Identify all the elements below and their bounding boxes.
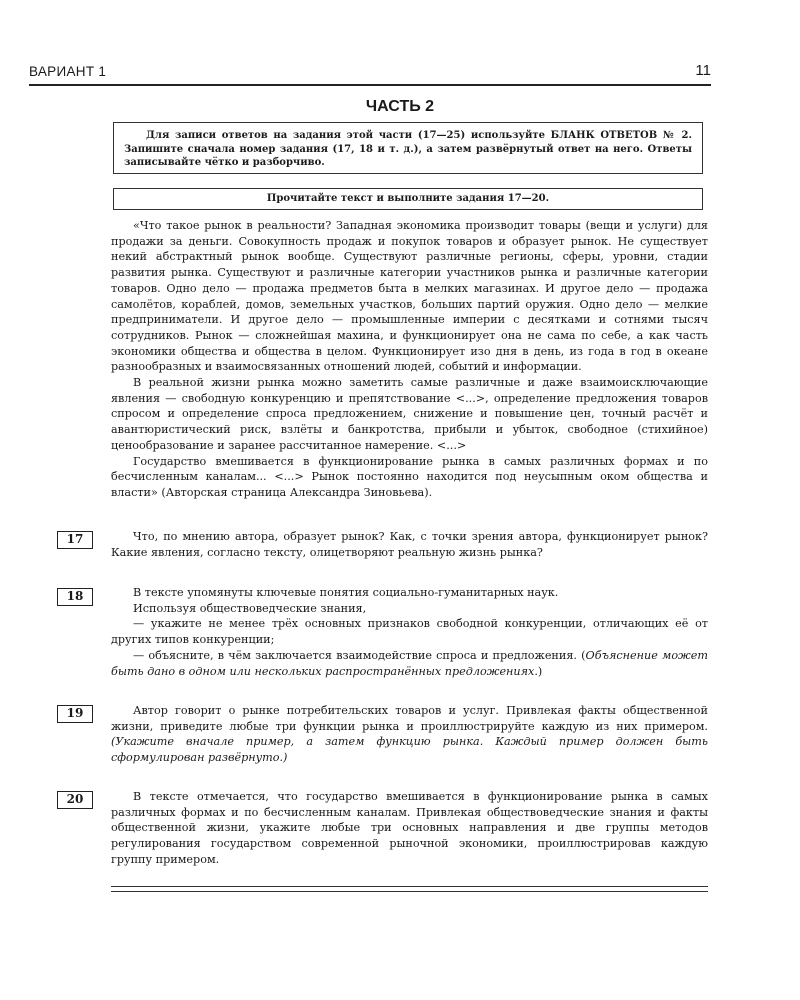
task-text-19 xyxy=(111,703,708,766)
source-paragraph: В реальной жизни рынка можно заметить самые различные и даже взаимоисключающие явления — свободную конкуренцию и препятствование <...>, определение предложения товаров спросом и определение спроса предложением, снижение и повышение цен, точный расчёт и авантюристический риск, взлёты и банкротства, прибыли и убыток, свободное (стихийное) ценообразование и заранее рассчитанное намерение. <...> xyxy=(111,376,708,452)
instruction-box: Для записи ответов на задания этой части (17—25) используйте БЛАНК ОТВЕТОВ № 2. Запишите сначала номер задания (17, 18 и т. д.), а затем развёрнутый ответ на него. Ответы записывайте чётко и разборчиво. xyxy=(113,122,703,174)
part-title: ЧАСТЬ 2 xyxy=(365,98,435,115)
task-number-18: 18 xyxy=(57,588,93,606)
task-line: Автор говорит о рынке потребительских товаров и услуг. Привлекая факты общественной жизни, приведите любые три функции рынка и проиллюстрируйте каждую из них примером. (Укажите вначале пример, а затем функцию рынка. Каждый пример должен быть сформулирован развёрнуто.) xyxy=(111,704,708,765)
task-text-18 xyxy=(111,585,708,679)
task-line: — объясните, в чём заключается взаимодействие спроса и предложения. (Объяснение может быть дано в одном или нескольких распространённых предложениях.) xyxy=(111,648,708,678)
variant-label: ВАРИАНТ 1 xyxy=(29,64,107,79)
task-number-20: 20 xyxy=(57,791,93,809)
task-line: — укажите не менее трёх основных признаков свободной конкуренции, отличающих её от других типов конкуренции; xyxy=(111,617,708,647)
task-line: В тексте упомянуты ключевые понятия социально-гуманитарных наук. xyxy=(133,586,559,599)
task-line: Что, по мнению автора, образует рынок? Как, с точки зрения автора, функционирует рынок? Какие явления, согласно тексту, олицетворяют реальную жизнь рынка? xyxy=(111,530,708,559)
bottom-rule xyxy=(111,886,708,887)
task-number-19: 19 xyxy=(57,705,93,723)
bottom-rule xyxy=(111,891,708,892)
task-text-17 xyxy=(111,529,708,560)
task-line: Используя обществоведческие знания, xyxy=(133,601,367,615)
task-text-20 xyxy=(111,789,708,868)
source-text xyxy=(111,218,708,501)
source-paragraph: «Что такое рынок в реальности? Западная экономика производит товары (вещи и услуги) для продажи за деньги. Совокупность продаж и покупок товаров и образует рынок. Не существует некий абстрактный рынок вообще. Существуют различные регионы, сферы, уровни, стадии развития рынка. Существуют и различные категории участников рынка и различные категории товаров. Одно дело — продажа предметов быта в мелких магазинах. И другое дело — продажа самолётов, кораблей, домов, земельных участков, больших партий оружия. Одно дело — мелкие предприниматели. И другое дело — промышленные империи с десятками и сотнями тысяч сотрудников. Рынок — сложнейшая махина, и функционирует она не сама по себе, а как часть экономики общества и общества в целом. Функционирует изо дня в день, из года в год в океане разнообразных и взаимосвязанных отношений людей, событий и информации. xyxy=(111,219,708,374)
source-paragraph: Государство вмешивается в функционирование рынка в самых различных формах и по бесчисленным каналам... <...> Рынок постоянно находится под неусыпным оком общества и власти» (Авторская страница Александра Зиновьева). xyxy=(111,454,708,499)
read-prompt-box: Прочитайте текст и выполните задания 17—20. xyxy=(113,188,703,210)
page-number: 11 xyxy=(695,62,711,79)
page-header xyxy=(29,62,711,86)
task-line: В тексте отмечается, что государство вмешивается в функционирование рынка в самых различных формах и по бесчисленным каналам. Привлекая обществоведческие знания и факты общественной жизни, укажите любые три основных направления и две группы методов регулирования государством современной рыночной экономики, проиллюстрировав каждую группу примером. xyxy=(111,790,708,866)
task-number-17: 17 xyxy=(57,531,93,549)
